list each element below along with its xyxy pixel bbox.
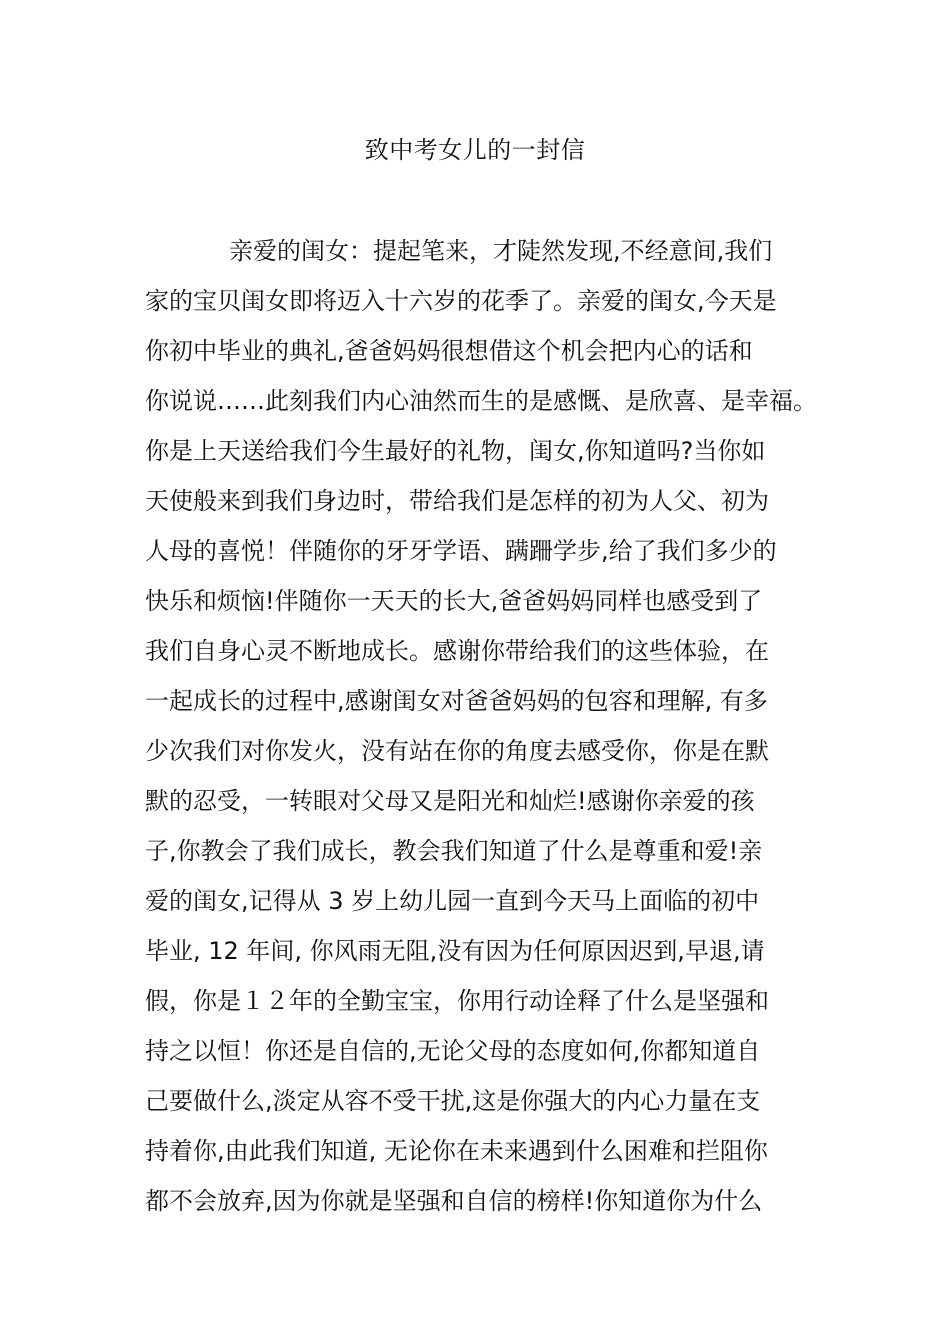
paragraph-line: 持之以恒！你还是自信的,无论父母的态度如何,你都知道自 — [145, 1037, 761, 1065]
paragraph-line: 爱的闺女,记得从 3 岁上幼儿园一直到今天马上面临的初中 — [145, 887, 760, 915]
paragraph-line: 天使般来到我们身边时，带给我们是怎样的初为人父、初为 — [145, 487, 769, 515]
document-title: 致中考女儿的一封信 — [364, 136, 586, 164]
paragraph-line: 我们自身心灵不断地成长。感谢你带给我们的这些体验，在 — [145, 637, 769, 665]
paragraph-line: 默的忍受，一转眼对父母又是阳光和灿烂!感谢你亲爱的孩 — [145, 787, 755, 815]
paragraph-line: 假，你是１２年的全勤宝宝，你用行动诠释了什么是坚强和 — [145, 987, 769, 1015]
paragraph-line: 家的宝贝闺女即将迈入十六岁的花季了。亲爱的闺女,今天是 — [145, 287, 777, 315]
paragraph-line: 人母的喜悦！伴随你的牙牙学语、蹒跚学步,给了我们多少的 — [145, 537, 777, 565]
paragraph-line: 快乐和烦恼!伴随你一天天的长大,爸爸妈妈同样也感受到了 — [145, 587, 763, 615]
paragraph-line: 一起成长的过程中,感谢闺女对爸爸妈妈的包容和理解, 有多 — [145, 687, 768, 715]
paragraph-line: 毕业, 12 年间, 你风雨无阻,没有因为任何原因迟到,早退,请 — [145, 937, 765, 965]
paragraph-line: 少次我们对你发火，没有站在你的角度去感受你，你是在默 — [145, 737, 769, 765]
letter-body — [145, 231, 835, 1231]
paragraph-line: 己要做什么,淡定从容不受干扰,这是你强大的内心力量在支 — [145, 1087, 761, 1115]
paragraph-line: 你初中毕业的典礼,爸爸妈妈很想借这个机会把内心的话和 — [145, 337, 753, 365]
paragraph-line: 亲爱的闺女：提起笔来，才陡然发现,不经意间,我们 — [229, 237, 773, 265]
paragraph-line: 都不会放弃,因为你就是坚强和自信的榜样!你知道你为什么 — [145, 1187, 763, 1215]
paragraph-line: 持着你,由此我们知道, 无论你在未来遇到什么困难和拦阻你 — [145, 1137, 768, 1165]
paragraph-line: 你说说……此刻我们内心油然而生的是感慨、是欣喜、是幸福。 — [145, 387, 817, 415]
paragraph-line: 你是上天送给我们今生最好的礼物，闺女,你知道吗?当你如 — [145, 437, 766, 465]
paragraph-line: 子,你教会了我们成长，教会我们知道了什么是尊重和爱!亲 — [145, 837, 763, 865]
